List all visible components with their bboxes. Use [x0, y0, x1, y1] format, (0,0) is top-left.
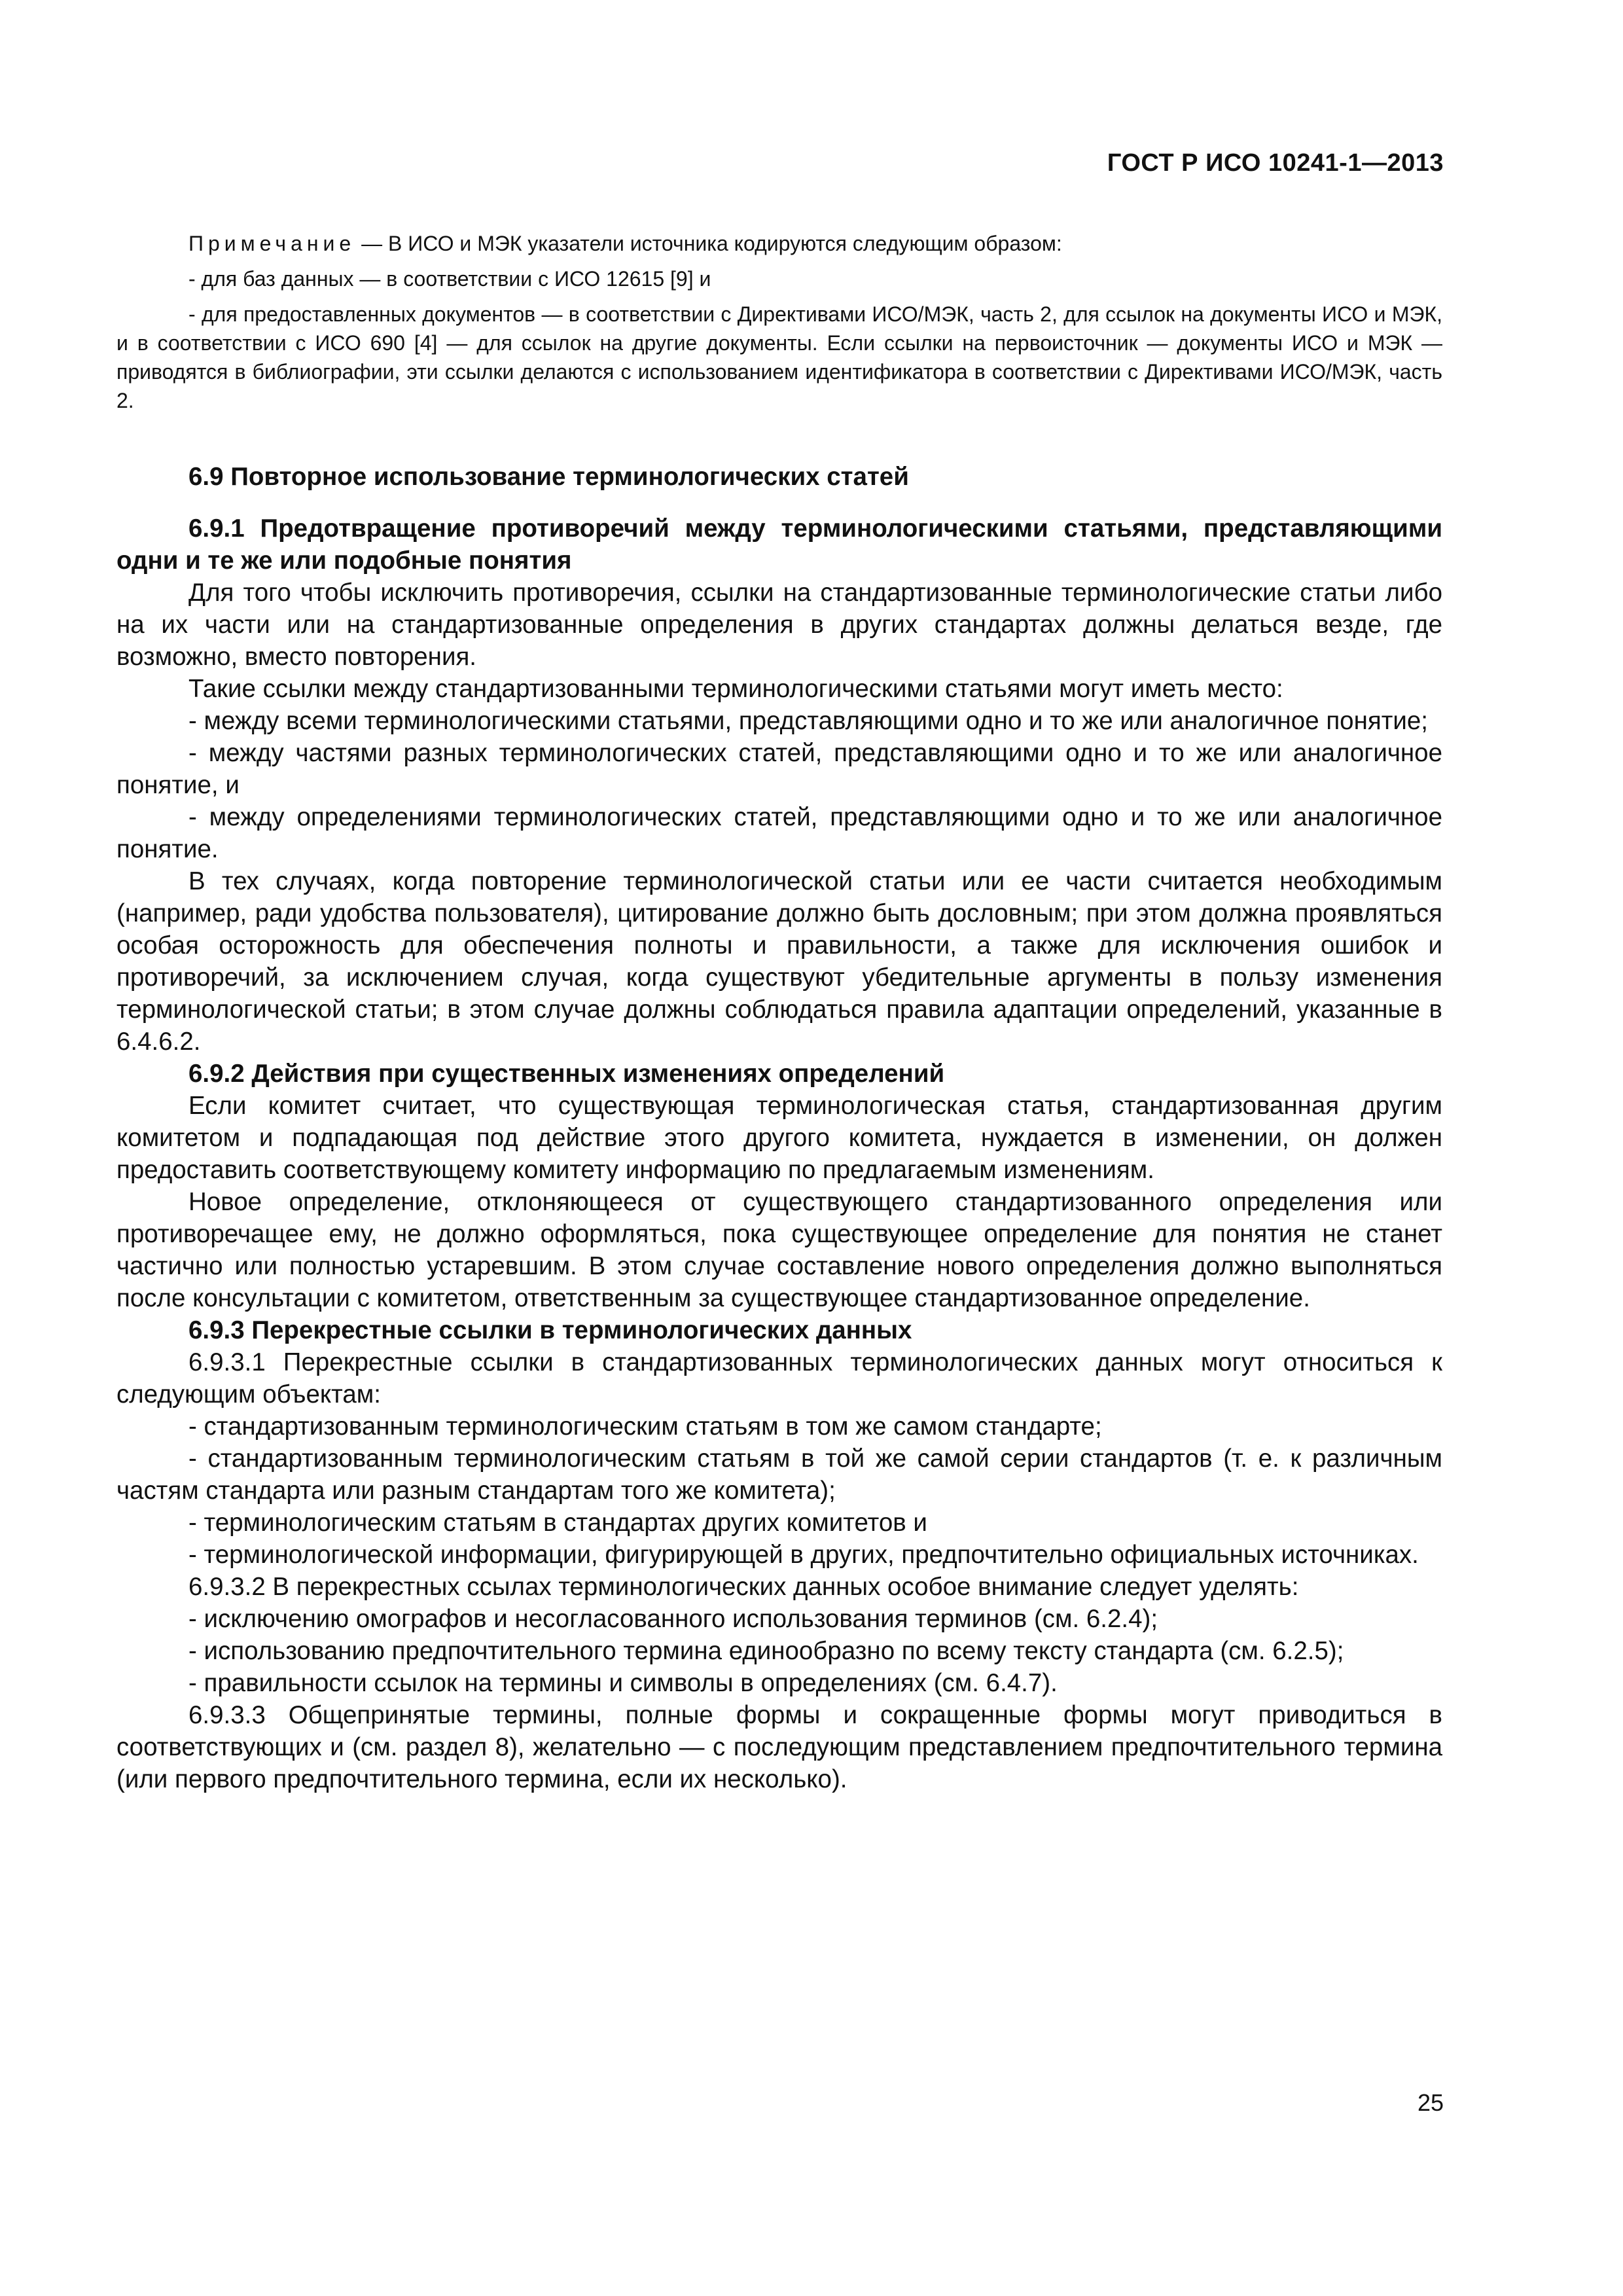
paragraph: Такие ссылки между стандартизованными терминологическими статьями могут иметь место: — [188, 675, 1283, 703]
list-item: - правильности ссылок на термины и символы в определениях (см. 6.4.7). — [188, 1669, 1058, 1697]
list-item: - терминологической информации, фигурирующей в других, предпочтительно официальных источниках. — [188, 1541, 1419, 1569]
paragraph: В тех случаях, когда повторение терминологической статьи или ее части считается необходимым (например, ради удобства пользователя), цитирование должно быть дословным; при этом должна проявляться особая осторожность для обеспечения полноты и правильности, а также для исключения ошибок и противоречий, за исключением случая, когда существуют убедительные аргументы в пользу изменения терминологической статьи; в этом случае должны соблюдаться правила адаптации определений, указанные в 6.4.6.2. — [116, 867, 1442, 1056]
list-item: - между всеми терминологическими статьями, представляющими одно и то же или аналогичное понятие; — [188, 707, 1428, 735]
section-heading-6-9-1: 6.9.1 Предотвращение противоречий между терминологическими статьями, представляющими одни и те же или подобные понятия — [116, 514, 1442, 575]
list-item: - исключению омографов и несогласованного использования терминов (см. 6.2.4); — [188, 1605, 1158, 1633]
page-number: 25 — [1417, 2089, 1444, 2116]
paragraph: Если комитет считает, что существующая терминологическая статья, стандартизованная другим комитетом и подпадающая под действие этого другого комитета, нуждается в изменении, он должен предоставить соответствующему комитету информацию по предлагаемым изменениям. — [116, 1092, 1442, 1184]
note-item: - для предоставленных документов — в соответствии с Директивами ИСО/МЭК, часть 2, для ссылок на документы ИСО и МЭК, и в соответствии с ИСО 690 [4] — для ссылок на другие документы. Если ссылки на первоисточник — документы ИСО и МЭК — приводятся в библиографии, эти ссылки делаются с использованием идентификатора в соответствии с Директивами ИСО/МЭК, часть 2. — [116, 302, 1442, 412]
list-item: - стандартизованным терминологическим статьям в той же самой серии стандартов (т. е. к различным частям стандарта или разным стандартам того же комитета); — [116, 1444, 1442, 1505]
list-item: - между частями разных терминологических статей, представляющими одно и то же или аналогичное понятие, и — [116, 739, 1442, 799]
note-intro-text: — В ИСО и МЭК указатели источника кодируются следующим образом: — [355, 232, 1062, 255]
paragraph: 6.9.3.3 Общепринятые термины, полные формы и сокращенные формы могут приводиться в соответствующих и (см. раздел 8), желательно — с последующим представлением предпочтительного термина (или первого предпочтительного термина, если их несколько). — [116, 1701, 1442, 1793]
document-id-header: ГОСТ Р ИСО 10241-1—2013 — [1107, 149, 1444, 177]
list-item: - стандартизованным терминологическим статьям в том же самом стандарте; — [188, 1412, 1102, 1441]
section-heading-6-9: 6.9 Повторное использование терминологических статей — [188, 463, 909, 491]
list-item: - между определениями терминологических статей, представляющими одно и то же или аналогичное понятие. — [116, 803, 1442, 863]
paragraph: Для того чтобы исключить противоречия, ссылки на стандартизованные терминологические статьи либо на их части или на стандартизованные определения в других стандартах должны делаться везде, где возможно, вместо повторения. — [116, 579, 1442, 671]
paragraph: 6.9.3.1 Перекрестные ссылки в стандартизованных терминологических данных могут относиться к следующим объектам: — [116, 1348, 1442, 1408]
list-item: - терминологическим статьям в стандартах других комитетов и — [188, 1509, 927, 1537]
paragraph: Новое определение, отклоняющееся от существующего стандартизованного определения или противоречащее ему, не должно оформляться, пока существующее определение для понятия не станет частично или полностью устаревшим. В этом случае составление нового определения должно выполняться после консультации с комитетом, ответственным за существующее стандартизованное определение. — [116, 1188, 1442, 1312]
section-heading-6-9-3: 6.9.3 Перекрестные ссылки в терминологических данных — [188, 1316, 912, 1344]
note-block — [116, 229, 1442, 415]
note-item: - для баз данных — в соответствии с ИСО 12615 [9] и — [188, 267, 711, 291]
paragraph: 6.9.3.2 В перекрестных ссылах терминологических данных особое внимание следует уделять: — [188, 1573, 1299, 1601]
list-item: - использованию предпочтительного термина единообразно по всему тексту стандарта (см. 6.2.5); — [188, 1637, 1344, 1665]
section-heading-6-9-2: 6.9.2 Действия при существенных изменениях определений — [188, 1060, 945, 1088]
note-intro — [116, 229, 1442, 258]
note-label: Примечание — [188, 232, 356, 255]
page-body — [116, 229, 1442, 1795]
